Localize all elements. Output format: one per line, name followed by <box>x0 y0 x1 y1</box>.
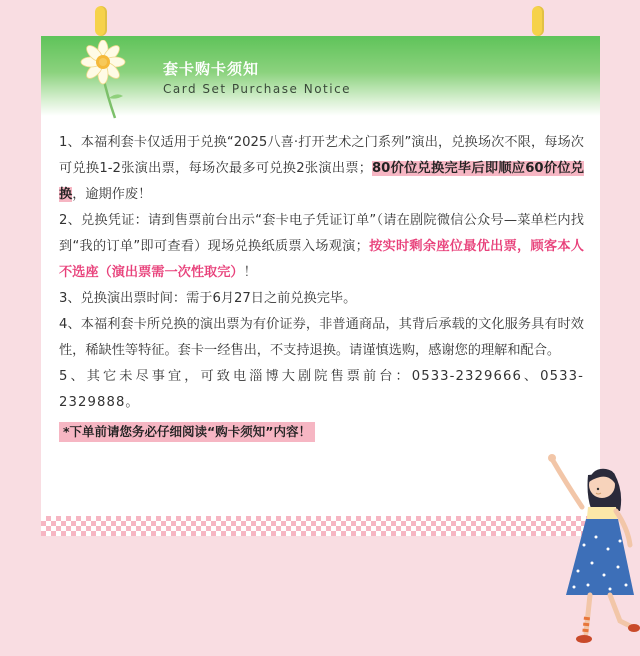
rule-2-highlight: 按实时剩余座位最优出票，顾客本人不选座（演出票需一次性取完） <box>59 239 584 280</box>
rule-item-2 <box>59 208 584 286</box>
notice-content <box>59 130 584 446</box>
notice-card <box>41 36 600 536</box>
daisy-flower-icon <box>79 40 129 120</box>
rule-item-3: 3、兑换演出票时间：需于6月27日之前兑换完毕。 <box>59 291 357 306</box>
warning-notice: *下单前请您务必仔细阅读“购卡须知”内容！ <box>59 422 315 442</box>
card-subtitle: Card Set Purchase Notice <box>163 82 352 96</box>
checkered-border <box>41 516 600 536</box>
rule-item-5: 5、其它未尽事宜，可致电淄博大剧院售票前台：0533-2329666、0533-2329888。 <box>59 369 584 410</box>
card-title: 套卡购卡须知 <box>163 60 260 78</box>
dancing-girl-illustration <box>540 445 640 650</box>
rule-item-4: 4、本福利套卡所兑换的演出票为有价证券，非普通商品，其背后承载的文化服务具有时效性，稀缺性等特征。套卡一经售出，不支持退换。请谨慎选购，感谢您的理解和配合。 <box>59 317 584 358</box>
rule-2-text: 2、兑换凭证：请到售票前台出示“套卡电子凭证订单”（请在剧院微信公众号—菜单栏内找到“我的订单”即可查看）现场兑换纸质票入场观演； <box>59 213 584 254</box>
rule-1-highlight: 80价位兑换完毕后即顺应60价位兑换 <box>59 161 584 202</box>
rule-item-1 <box>59 130 584 208</box>
right-pin-decoration <box>532 6 544 36</box>
card-header <box>41 36 600 116</box>
left-pin-decoration <box>95 6 107 36</box>
rule-1-text: 1、本福利套卡仅适用于兑换“2025八喜·打开艺术之门系列”演出，兑换场次不限，每场次可兑换1-2张演出票，每场次最多可兑换2张演出票； <box>59 135 584 176</box>
rule-2-suffix: ！ <box>243 265 257 280</box>
rule-1-suffix: ，逾期作废！ <box>72 187 152 202</box>
